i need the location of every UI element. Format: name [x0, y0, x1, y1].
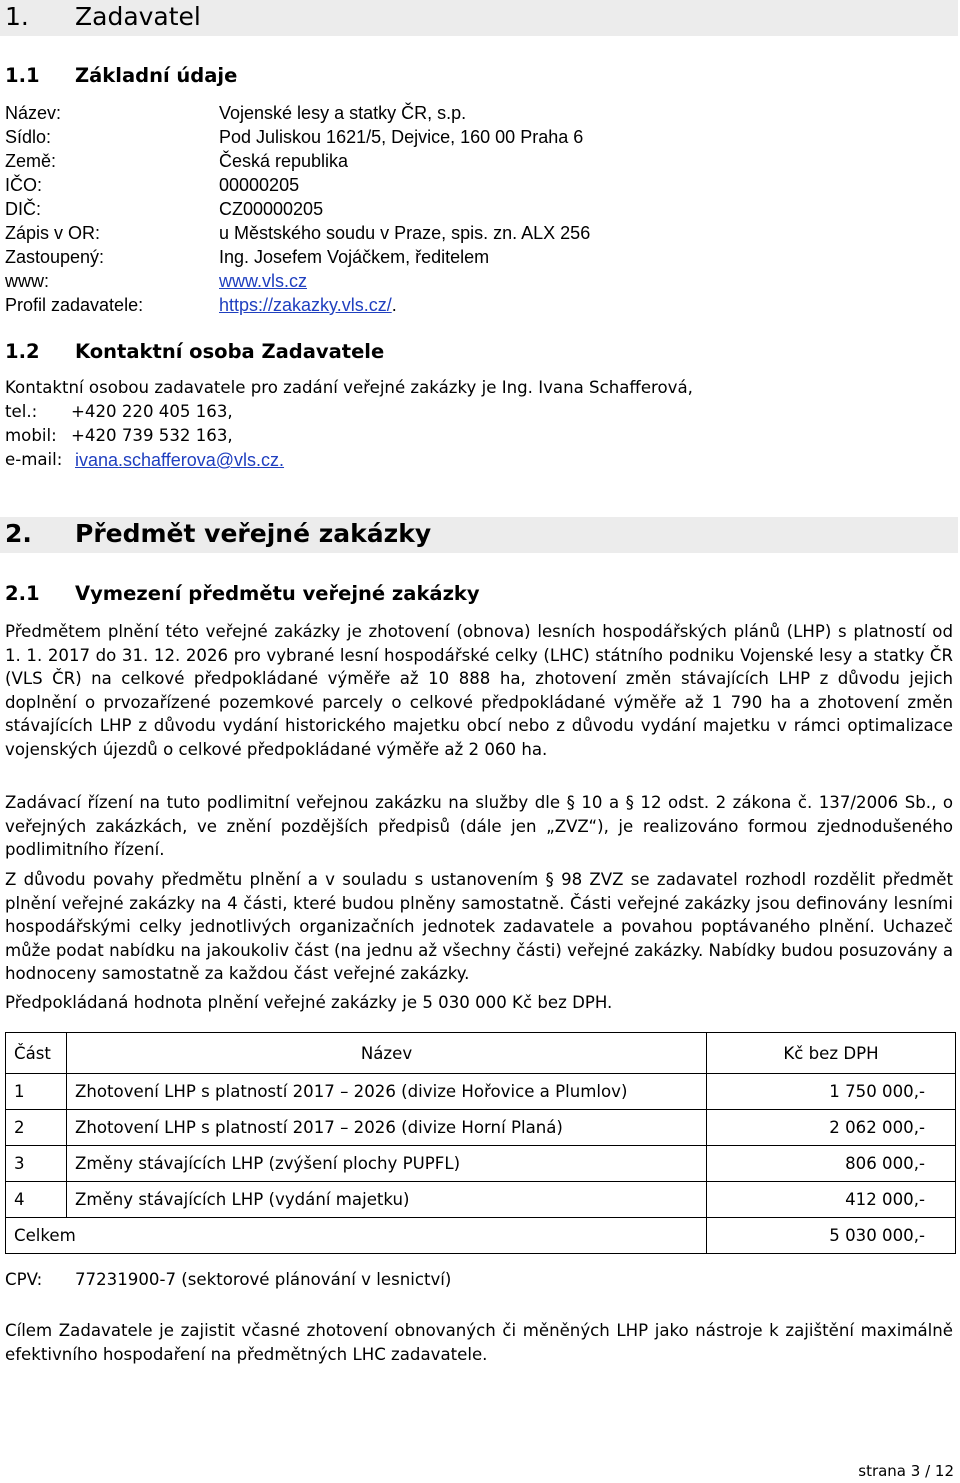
table-cell-name: Změny stávajících LHP (vydání majetku)	[67, 1182, 707, 1218]
contact-email-link[interactable]: ivana.schafferova@vls.cz.	[75, 450, 285, 470]
info-label: Název:	[5, 103, 62, 123]
info-value: Ing. Josefem Vojáčkem, ředitelem	[219, 247, 490, 267]
table-total-row	[6, 1218, 956, 1254]
table-header-part: Část	[6, 1033, 67, 1074]
section-2-heading	[0, 517, 958, 553]
table-cell-price: 2 062 000,-	[707, 1110, 956, 1146]
paragraph-subject: Předmětem plnění této veřejné zakázky je zhotovení (obnova) lesních hospodářských plánů (LHP) s platností od 1. 1. 2017 do 31. 12. 2026 pro vybrané lesní hospodářské celky (LHC) státního podniku Vojenské lesy a statky ČR (VLS ČR) na celkové předpokládané výměře až 10 888 ha, zhotovení změn stávajících LHP z důvodu jejich doplnění o prvozařízené pozemkové parcely o celkové předpokládané výměře až 1 790 ha a zhotovení změn stávajících LHP z důvodu vydání historického majetku obcí nebo z důvodu vydání majetku v rámci optimalizace vojenských újezdů o celkové předpokládané výměře až 2 060 ha.	[5, 622, 953, 759]
info-value: Vojenské lesy a statky ČR, s.p.	[219, 103, 467, 123]
info-value-suffix: .	[391, 295, 397, 315]
table-row	[6, 1182, 956, 1218]
info-label: IČO:	[5, 175, 43, 195]
table-cell-price: 806 000,-	[707, 1146, 956, 1182]
table-header-row	[6, 1033, 956, 1074]
subsection-1-2-title: Kontaktní osoba Zadavatele	[75, 340, 385, 363]
info-label: Zápis v OR:	[5, 223, 101, 243]
contact-tel-label: tel.:	[5, 402, 38, 421]
info-label: Země:	[5, 151, 57, 171]
website-link[interactable]: www.vls.cz	[219, 271, 308, 291]
paragraph-division: Z důvodu povahy předmětu plnění a v souladu s ustanovením § 98 ZVZ se zadavatel rozhodl rozdělit předmět plnění veřejné zakázky na 4 části, které budou plněny samostatně. Části veřejné zakázky jsou definovány lesními hospodářskými celky jednotlivých organizačních jednotek zadavatele a povahou poptávaného plnění. Uchazeč může podat nabídku na jakoukoliv část (na jednu až všechny části) veřejné zakázky. Nabídky budou posuzovány a hodnoceny samostatně za každou část veřejné zakázky.	[5, 870, 953, 983]
table-header-name: Název	[67, 1033, 707, 1074]
info-label: www:	[5, 271, 49, 291]
contact-tel-row	[5, 402, 233, 421]
info-label: DIČ:	[5, 199, 41, 219]
subsection-2-1-number: 2.1	[5, 582, 40, 605]
table-cell-name: Zhotovení LHP s platností 2017 – 2026 (divize Hořovice a Plumlov)	[67, 1074, 707, 1110]
cpv-value: 77231900-7 (sektorové plánování v lesnictví)	[75, 1270, 452, 1289]
profile-link[interactable]: https://zakazky.vls.cz/	[219, 295, 392, 315]
info-label: Zastoupený:	[5, 247, 105, 267]
table-cell-part: 3	[6, 1146, 67, 1182]
info-value: u Městského soudu v Praze, spis. zn. ALX 256	[219, 223, 591, 243]
table-header-price: Kč bez DPH	[707, 1033, 956, 1074]
subsection-1-1-heading	[5, 64, 237, 87]
info-value	[219, 293, 397, 317]
section-1-title: Zadavatel	[75, 2, 201, 31]
table-cell-price: 412 000,-	[707, 1182, 956, 1218]
info-label: Sídlo:	[5, 127, 52, 147]
info-value: CZ00000205	[219, 199, 324, 219]
table-row	[6, 1074, 956, 1110]
table-cell-price: 1 750 000,-	[707, 1074, 956, 1110]
contact-intro: Kontaktní osobou zadavatele pro zadání veřejné zakázky je Ing. Ivana Schafferová,	[5, 378, 693, 397]
table-cell-name: Zhotovení LHP s platností 2017 – 2026 (divize Horní Planá)	[67, 1110, 707, 1146]
contact-tel-value: +420 220 405 163,	[71, 402, 233, 421]
section-1-heading	[0, 0, 958, 36]
cpv-label: CPV:	[5, 1270, 43, 1289]
page-number: strana 3 / 12	[858, 1462, 954, 1480]
table-cell-name: Změny stávajících LHP (zvýšení plochy PUPFL)	[67, 1146, 707, 1182]
contact-mobil-row	[5, 426, 233, 445]
cpv-row	[5, 1270, 452, 1289]
info-label: Profil zadavatele:	[5, 295, 144, 315]
subsection-1-2-heading	[5, 340, 384, 363]
table-row	[6, 1146, 956, 1182]
table-total-label: Celkem	[6, 1218, 707, 1254]
contact-email-label: e-mail:	[5, 450, 63, 469]
paragraph-estimated-value: Předpokládaná hodnota plnění veřejné zakázky je 5 030 000 Kč bez DPH.	[5, 993, 613, 1012]
subsection-1-2-number: 1.2	[5, 340, 40, 363]
table-cell-part: 2	[6, 1110, 67, 1146]
paragraph-goal: Cílem Zadavatele je zajistit včasné zhotovení obnovaných či měněných LHP jako nástroje k zajištění maximálně efektivního hospodaření na předmětných LHC zadavatele.	[5, 1321, 953, 1364]
contact-mobil-label: mobil:	[5, 426, 57, 445]
contact-email-row	[5, 450, 285, 470]
table-cell-part: 1	[6, 1074, 67, 1110]
parts-table	[5, 1032, 956, 1254]
subsection-1-1-title: Základní údaje	[75, 64, 238, 87]
info-value: Česká republika	[219, 151, 349, 171]
section-2-number: 2.	[5, 519, 32, 548]
section-1-number: 1.	[5, 2, 29, 31]
subsection-2-1-heading	[5, 582, 480, 605]
contact-mobil-value: +420 739 532 163,	[71, 426, 233, 445]
info-value: 00000205	[219, 175, 300, 195]
table-cell-part: 4	[6, 1182, 67, 1218]
info-value: Pod Juliskou 1621/5, Dejvice, 160 00 Praha 6	[219, 127, 584, 147]
section-2-title: Předmět veřejné zakázky	[75, 519, 432, 548]
table-row	[6, 1110, 956, 1146]
paragraph-procedure: Zadávací řízení na tuto podlimitní veřejnou zakázku na služby dle § 10 a § 12 odst. 2 zákona č. 137/2006 Sb., o veřejných zakázkách, ve znění pozdějších předpisů (dále jen „ZVZ“), je realizováno formou zjednodušeného podlimitního řízení.	[5, 793, 953, 859]
subsection-1-1-number: 1.1	[5, 64, 40, 87]
table-total-value: 5 030 000,-	[707, 1218, 956, 1254]
subsection-2-1-title: Vymezení předmětu veřejné zakázky	[75, 582, 480, 605]
